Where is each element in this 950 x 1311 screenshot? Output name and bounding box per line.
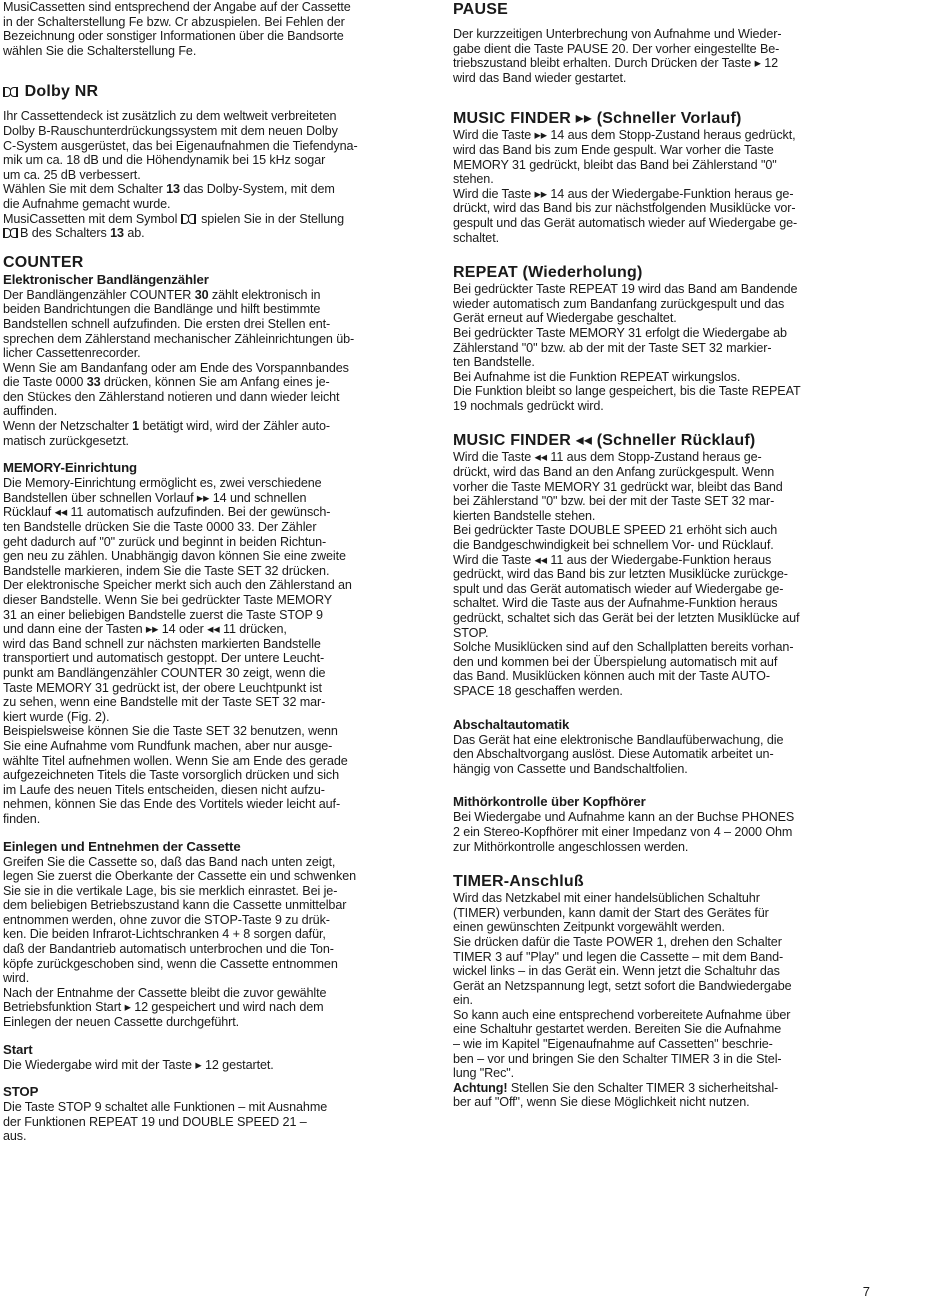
music-finder-rewind-paragraph-1: Wird die Taste ◂◂ 11 aus dem Stopp-Zustand heraus ge- drückt, wird das Band an den Anfang zurückgespult. Wenn vorher die Taste MEMORY 31 gedrückt war, bleibt das Band bei Zählerstand "0" bzw. bei der mit der Taste SET 32 mar- kierten Bandstelle stehen.: [453, 450, 783, 523]
dolby-symbol-icon: [181, 214, 196, 224]
abschaltautomatik-paragraph: Das Gerät hat eine elektronische Bandlaufüberwachung, die den Abschaltvorgang auslöst. Diese Automatik arbeitet un- hängig von Cassette und Bandschaltfolien.: [453, 732, 784, 776]
music-finder-rewind-heading: MUSIC FINDER ◂◂ (Schneller Rücklauf): [453, 432, 756, 450]
repeat-paragraph-1: Bei gedrückter Taste REPEAT 19 wird das Band am Bandende wieder automatisch zum Bandanfang zurückgespult und das Gerät erneut auf Wiedergabe geschaltet.: [453, 282, 798, 326]
cassette-paragraph-2: Nach der Entnahme der Cassette bleibt die zuvor gewählte Betriebsfunktion Start ▸ 12 gespeichert und wird nach dem Einlegen der neuen Cassette durchgeführt.: [3, 985, 327, 1030]
memory-paragraph-2: Beispielsweise können Sie die Taste SET 32 benutzen, wenn Sie eine Aufnahme vom Rundfunk machen, aber nur ausge- wählte Titel aufnehmen wollen. Wenn Sie am Ende des gerade aufgezeichneten Titels die Taste vorsorglich drücken und sich im Laufe des neuen Titels entscheiden, diesen nicht aufzu- nehmen, können Sie das Ende des Vortitels wieder leicht auf- finden.: [3, 724, 348, 826]
counter-paragraph-1: Der Bandlängenzähler COUNTER 30 zählt elektronisch in beiden Bandrichtungen die Bandlänge und hilft bestimmte Bandstellen schnell aufzufinden. Die ersten drei Stellen ent- sprechen dem Zählerstand mechanischer Zähleinrichtungen üb- licher Cassettenrecorder.: [3, 287, 355, 361]
stop-paragraph: Die Taste STOP 9 schaltet alle Funktionen – mit Ausnahme der Funktionen REPEAT 19 und DOUBLE SPEED 21 – aus.: [3, 1100, 328, 1144]
pause-paragraph: Der kurzzeitigen Unterbrechung von Aufnahme und Wieder- gabe dient die Taste PAUSE 20. Der vorher eingestellte Be- triebszustand bleibt erhalten. Durch Drücken der Taste ▸ 12 wird das Band wieder gestartet.: [453, 27, 782, 85]
dolby-symbol-icon: [3, 228, 18, 238]
dolby-heading: Dolby NR: [3, 82, 428, 101]
counter-paragraph-3: Wenn der Netzschalter 1 betätigt wird, wird der Zähler auto- matisch zurückgesetzt.: [3, 419, 330, 448]
dolby-logo-icon: [3, 87, 18, 97]
counter-paragraph-2: Wenn Sie am Bandanfang oder am Ende des Vorspannbandes die Taste 0000 33 drücken, können Sie am Anfang eines je- den Stückes den Zählerstand notieren und dann wieder leicht auffinden.: [3, 360, 349, 419]
music-finder-forward-paragraph-1: Wird die Taste ▸▸ 14 aus dem Stopp-Zustand heraus gedrückt, wird das Band bis zum Ende gespult. War vorher die Taste MEMORY 31 gedrückt, bleibt das Band bei Zählerstand "0" stehen.: [453, 128, 796, 187]
pause-heading: PAUSE: [453, 1, 508, 18]
dolby-paragraph-1: Ihr Cassettendeck ist zusätzlich zu dem weltweit verbreiteten Dolby B-Rauschunterdrückungssystem mit dem neuen Dolby C-System ausgerüstet, das bei Eigenaufnahmen die Tiefendyna- mik um ca. 18 dB und die Höhendynamik bei 15 kHz sogar um ca. 25 dB verbessert.: [3, 109, 358, 182]
timer-paragraph-4: Achtung! Stellen Sie den Schalter TIMER 3 sicherheitshal- ber auf "Off", wenn Sie diese Möglichkeit nicht nutzen.: [453, 1080, 779, 1110]
timer-paragraph-1: Wird das Netzkabel mit einer handelsüblichen Schaltuhr (TIMER) verbunden, kann damit der Start des Gerätes für einen gewünschten Zeitpunkt vorgewählt werden.: [453, 891, 769, 935]
timer-heading: TIMER-Anschluß: [453, 873, 584, 891]
counter-subheading: Elektronischer Bandlängenzähler: [3, 271, 209, 287]
left-column: [3, 0, 428, 1144]
music-finder-rewind-paragraph-4: Solche Musiklücken sind auf den Schallplatten bereits vorhan- den und kommen bei der Überspielung automatisch mit auf das Band. Musiklücken können auch mit der Taste AUTO- SPACE 18 geschaffen werden.: [453, 640, 794, 698]
music-finder-rewind-paragraph-2: Bei gedrückter Taste DOUBLE SPEED 21 erhöht sich auch die Bandgeschwindigkeit bei schnellem Vor- und Rücklauf.: [453, 523, 778, 553]
dolby-paragraph-2: Wählen Sie mit dem Schalter 13 das Dolby-System, mit dem die Aufnahme gemacht wurde.: [3, 182, 335, 211]
memory-paragraph-1: Die Memory-Einrichtung ermöglicht es, zwei verschiedene Bandstellen über schnellen Vorlauf ▸▸ 14 und schnellen Rücklauf ◂◂ 11 automatisch aufzufinden. Bei der gewünsch- ten Bandstelle drücken Sie die Taste 0000 33. Der Zähler geht dadurch auf "0" zurück und beginnt in beiden Richtun- gen neu zu zählen. Unabhängig davon können Sie eine zweite Bandstelle markieren, indem Sie die Taste SET 32 drücken. Der elektronische Speicher merkt sich auch den Zählerstand an dieser Bandstelle. Wenn Sie bei gedrückter Taste MEMORY 31 an einer beliebigen Bandstelle zuerst die Taste STOP 9 und dann eine der Tasten ▸▸ 14 oder ◂◂ 11 drücken, wird das Band schnell zur nächsten markierten Bandstelle transportiert und automatisch gestoppt. Der untere Leucht- punkt am Bandlängenzähler COUNTER 30 zeigt, wenn die Taste MEMORY 31 gedrückt ist, der obere Leuchtpunkt ist zu sehen, wenn eine Bandstelle mit der Taste SET 32 mar- kiert wurde (Fig. 2).: [3, 476, 352, 724]
cassette-heading: Einlegen und Entnehmen der Cassette: [3, 838, 241, 854]
repeat-paragraph-2: Bei gedrückter Taste MEMORY 31 erfolgt die Wiedergabe ab Zählerstand "0" bzw. ab der mit der Taste SET 32 markier- ten Bandstelle.: [453, 325, 787, 370]
start-paragraph: Die Wiedergabe wird mit der Taste ▸ 12 gestartet.: [3, 1057, 274, 1072]
abschaltautomatik-heading: Abschaltautomatik: [453, 716, 570, 732]
repeat-heading: REPEAT (Wiederholung): [453, 264, 643, 282]
dolby-paragraph-3: MusiCassetten mit dem Symbol spielen Sie in der Stellung B des Schalters 13 ab.: [3, 211, 344, 241]
timer-paragraph-3: So kann auch eine entsprechend vorbereitete Aufnahme über eine Schaltuhr gestartet werden. Bereiten Sie die Aufnahme – wie im Kapitel "Eigenaufnahme auf Cassetten" beschrie- ben – vor und bringen Sie den Schalter TIMER 3 in die Stel- lung "Rec".: [453, 1007, 791, 1081]
cassette-paragraph-1: Greifen Sie die Cassette so, daß das Band nach unten zeigt, legen Sie zuerst die Oberkante der Cassette ein und schwenken Sie sie in die vertikale Lage, bis sie merklich einrastet. Bei je- dem beliebigen Betriebszustand kann die Cassette unmittelbar entnommen werden, ohne zuvor die STOP-Taste 9 zu drük- ken. Die beiden Infrarot-Lichtschranken 4 + 8 sorgen dafür, daß der Bandantrieb automatisch unterbrochen und die Ton- köpfe zurückgeschoben sind, wenn die Cassette entnommen wird.: [3, 854, 357, 986]
right-column: [453, 0, 883, 1110]
repeat-paragraph-3: Bei Aufnahme ist die Funktion REPEAT wirkungslos.: [453, 369, 741, 384]
start-heading: Start: [3, 1041, 33, 1057]
intro-paragraph: MusiCassetten sind entsprechend der Angabe auf der Cassette in der Schalterstellung Fe bzw. Cr abzuspielen. Bei Fehlen der Bezeichnung oder sonstiger Informationen über die Bandsorte wählen Sie die Schalterstellung Fe.: [3, 0, 351, 58]
memory-heading: MEMORY-Einrichtung: [3, 460, 137, 476]
counter-heading: COUNTER: [3, 253, 84, 271]
music-finder-forward-paragraph-2: Wird die Taste ▸▸ 14 aus der Wiedergabe-Funktion heraus ge- drückt, wird das Band bis zur nächstfolgenden Musiklücke vor- gespult und das Gerät automatisch wieder auf Wiedergabe ge- schaltet.: [453, 186, 798, 245]
music-finder-forward-heading: MUSIC FINDER ▸▸ (Schneller Vorlauf): [453, 110, 742, 128]
stop-heading: STOP: [3, 1084, 39, 1100]
music-finder-rewind-paragraph-3: Wird die Taste ◂◂ 11 aus der Wiedergabe-Funktion heraus gedrückt, wird das Band bis zur letzten Musiklücke zurückge- spult und das Gerät automatisch wieder auf Wiedergabe ge- schaltet. Wird die Taste aus der Aufnahme-Funktion heraus gedrückt, schaltet sich das Gerät bei der letzten Musiklücke auf STOP.: [453, 552, 800, 640]
page-number: 7: [862, 1284, 870, 1299]
mithoerkontrolle-heading: Mithörkontrolle über Kopfhörer: [453, 794, 646, 810]
timer-paragraph-2: Sie drücken dafür die Taste POWER 1, drehen den Schalter TIMER 3 auf "Play" und legen die Cassette – mit dem Band- wickel links – in das Gerät ein. Wenn jetzt die Schaltuhr das Gerät an Netzspannung legt, setzt sofort die Bandwiedergabe ein.: [453, 934, 792, 1008]
repeat-paragraph-4: Die Funktion bleibt so lange gespeichert, bis die Taste REPEAT 19 nochmals gedrückt wird.: [453, 384, 801, 413]
mithoerkontrolle-paragraph: Bei Wiedergabe und Aufnahme kann an der Buchse PHONES 2 ein Stereo-Kopfhörer mit einer Impedanz von 4 – 2000 Ohm zur Mithörkontrolle angeschlossen werden.: [453, 810, 795, 854]
